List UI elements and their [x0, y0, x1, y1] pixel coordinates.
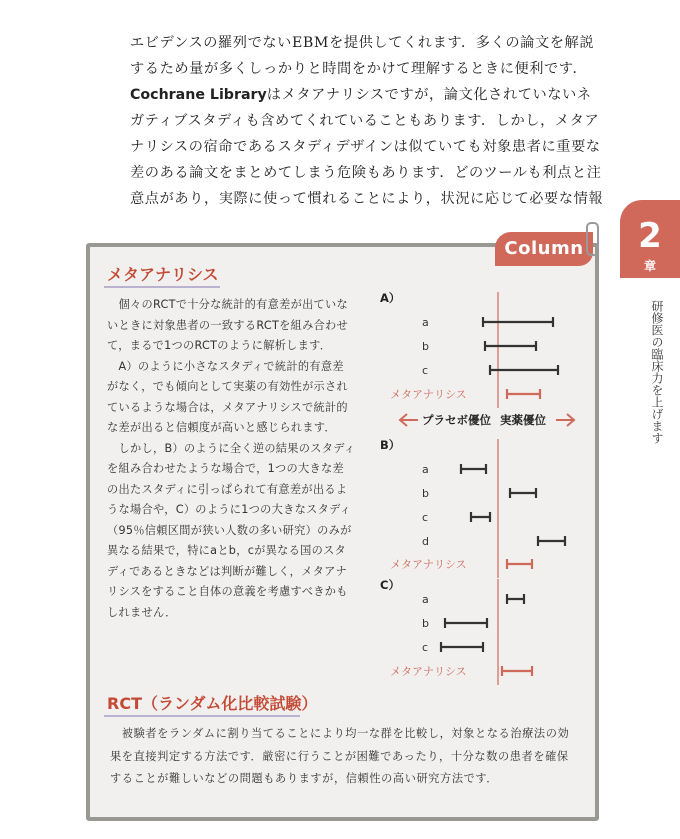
panel-label: C）	[380, 578, 400, 592]
study-label: a	[422, 463, 429, 476]
section1-line: を組み合わせたような場合で，1つの大きな差	[107, 462, 344, 475]
section1-line: て，まるで1つのRCTのように解析します．	[107, 339, 332, 352]
intro-line: ナリシスの宿命であるスタディデザインは似ていても対象患者に重要な	[130, 139, 601, 155]
section1-line: リシスをすること自体の意義を考慮すべきかも	[107, 585, 348, 598]
section1-line: しかし，B）のように全く逆の結果のスタディ	[107, 441, 356, 455]
intro-line: するため量が多くしっかりと時間をかけて理解するときに便利です．	[130, 61, 588, 77]
chapter-number: 2	[638, 216, 662, 256]
study-label: b	[422, 487, 429, 500]
section-underline	[104, 715, 300, 717]
section1-line: の出たスタディに引っぱられて有意差が出るよ	[107, 482, 348, 496]
drug-favored-label: 実薬優位	[500, 413, 546, 427]
meta-analysis-label: メタアナリシス	[390, 665, 467, 678]
meta-analysis-label: メタアナリシス	[390, 558, 467, 571]
section1-line: な差が出ると信頼度が高いと感じられます．	[107, 421, 336, 434]
study-label: b	[422, 340, 429, 353]
study-label: c	[422, 511, 429, 524]
study-label: c	[422, 364, 429, 377]
paperclip-icon	[586, 222, 599, 256]
arrow-right-icon	[556, 414, 574, 426]
section1-line: しれません．	[107, 605, 177, 619]
intro-line-text: はメタアナリシスですが，論文化されていないネ	[266, 87, 592, 103]
section1-line: がなく，でも傾向として実薬の有効性が示され	[107, 380, 349, 393]
study-label: b	[422, 617, 429, 630]
section1-line: A）のように小さなスタディで統計的有意差	[107, 359, 344, 373]
forest-plot-figure	[380, 290, 590, 690]
section1-line: ているような場合は，メタアナリシスで統計的	[107, 400, 348, 414]
section1-line: （95％信頼区間が狭い人数の多い研究）のみが	[107, 523, 352, 537]
section1-line: 異なる結果で，特にaとb，cが異なる国のスタ	[107, 544, 347, 557]
section-title-meta-analysis: メタアナリシス	[107, 265, 219, 284]
intro-line	[130, 84, 592, 104]
arrow-left-icon	[400, 414, 418, 426]
section-title-rct: RCT（ランダム化比較試験）	[107, 694, 318, 713]
panel-label: B）	[380, 438, 401, 452]
study-label: a	[422, 316, 429, 329]
intro-line: エビデンスの羅列でないEBMを提供してくれます．多くの論文を解説	[130, 35, 595, 51]
intro-line: ガティブスタディも含めてくれていることもあります．しかし，メタア	[130, 113, 600, 129]
section1-line: ディであるときなどは判断が難しく，メタアナ	[107, 564, 348, 578]
section1-line: うな場合や，C）のように1つの大きなスタディ	[107, 503, 352, 516]
section2-line: 被験者をランダムに割り当てることにより均一な群を比較し，対象となる治療法の効	[110, 727, 570, 740]
section1-line: 個々のRCTで十分な統計的有意差が出ていな	[107, 298, 349, 311]
study-label: d	[422, 535, 429, 548]
placebo-favored-label: プラセボ優位	[422, 413, 491, 427]
section2-line: 果を直接判定する方法です．厳密に行うことが困難であったり，十分な数の患者を確保	[110, 749, 569, 763]
section1-line: いときに対象患者の一致するRCTを組み合わせ	[107, 318, 349, 332]
study-label: c	[422, 641, 429, 654]
meta-analysis-label: メタアナリシス	[390, 388, 467, 401]
column-badge: Column	[495, 232, 593, 266]
cochrane-library-term: Cochrane Library	[130, 87, 267, 103]
intro-line: 差のある論文をまとめてしまう危険もあります．どのツールも利点と注	[130, 165, 602, 181]
panel-label: A）	[380, 291, 401, 305]
chapter-title: 研修医の臨床力を上げます	[650, 300, 664, 444]
intro-line: 意点があり，実際に使って慣れることにより，状況に応じて必要な情報	[130, 191, 604, 207]
section-underline	[104, 286, 220, 288]
chapter-label: 章	[643, 259, 656, 273]
study-label: a	[422, 593, 429, 606]
section2-line: することが難しいなどの問題もありますが，信頼性の高い研究方法です．	[110, 772, 499, 785]
